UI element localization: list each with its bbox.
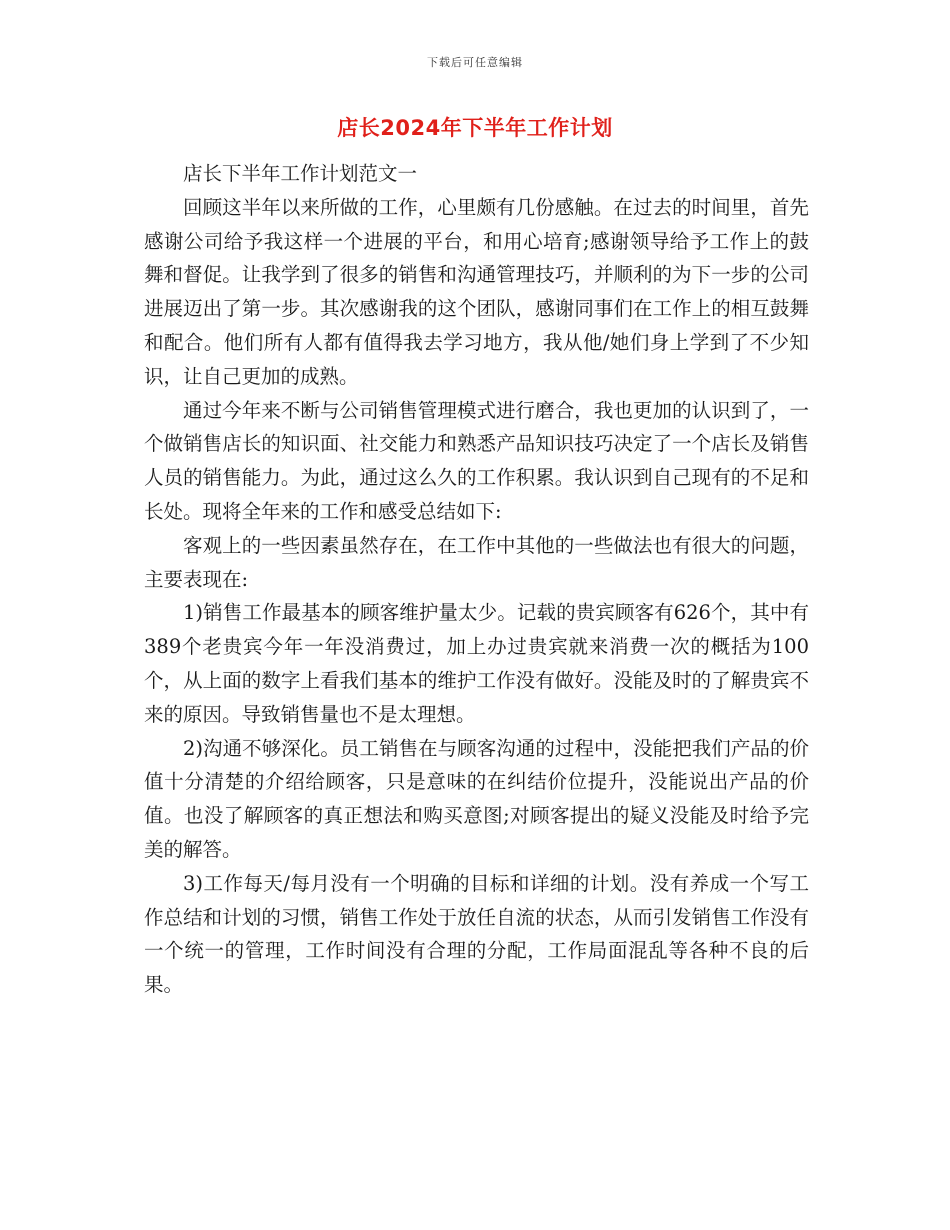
paragraph-review: 回顾这半年以来所做的工作，心里颇有几份感触。在过去的时间里，首先感谢公司给予我这样一个进展的平台，和用心培育;感谢领导给予工作上的鼓舞和督促。让我学到了很多的销售和沟通管理技巧，并顺利的为下一步的公司进展迈出了第一步。其次感谢我的这个团队，感谢同事们在工作上的相互鼓舞和配合。他们所有人都有值得我去学习地方，我从他/她们身上学到了不少知识，让自己更加的成熟。 bbox=[144, 195, 809, 388]
paragraph-issue-1: 1)销售工作最基本的顾客维护量太少。记载的贵宾顾客有626个，其中有389个老贵宾今年一年没消费过，加上办过贵宾就来消费一次的概括为100个，从上面的数字上看我们基本的维护工作没有做好。没能及时的了解贵宾不来的原因。导致销售量也不是太理想。 bbox=[144, 601, 809, 726]
paragraph-subtitle: 店长下半年工作计划范文一 bbox=[183, 162, 418, 185]
page-header-note: 下载后可任意编辑 bbox=[427, 56, 523, 69]
document-body bbox=[144, 157, 809, 1002]
document-title: 店长2024年下半年工作计划 bbox=[337, 116, 613, 140]
paragraph-understanding: 通过今年来不断与公司销售管理模式进行磨合，我也更加的认识到了，一个做销售店长的知识面、社交能力和熟悉产品知识技巧决定了一个店长及销售人员的销售能力。为此，通过这么久的工作积累。我认识到自己现有的不足和长处。现将全年来的工作和感受总结如下: bbox=[144, 398, 809, 523]
paragraph-issue-3: 3)工作每天/每月没有一个明确的目标和详细的计划。没有养成一个写工作总结和计划的习惯，销售工作处于放任自流的状态，从而引发销售工作没有一个统一的管理，工作时间没有合理的分配，工作局面混乱等各种不良的后果。 bbox=[144, 871, 809, 997]
paragraph-issue-2: 2)沟通不够深化。员工销售在与顾客沟通的过程中，没能把我们产品的价值十分清楚的介绍给顾客，只是意味的在纠结价位提升，没能说出产品的价值。也没了解顾客的真正想法和购买意图;对顾客提出的疑义没能及时给予完美的解答。 bbox=[144, 736, 809, 861]
paragraph-problems-intro: 客观上的一些因素虽然存在，在工作中其他的一些做法也有很大的问题，主要表现在: bbox=[144, 533, 809, 591]
